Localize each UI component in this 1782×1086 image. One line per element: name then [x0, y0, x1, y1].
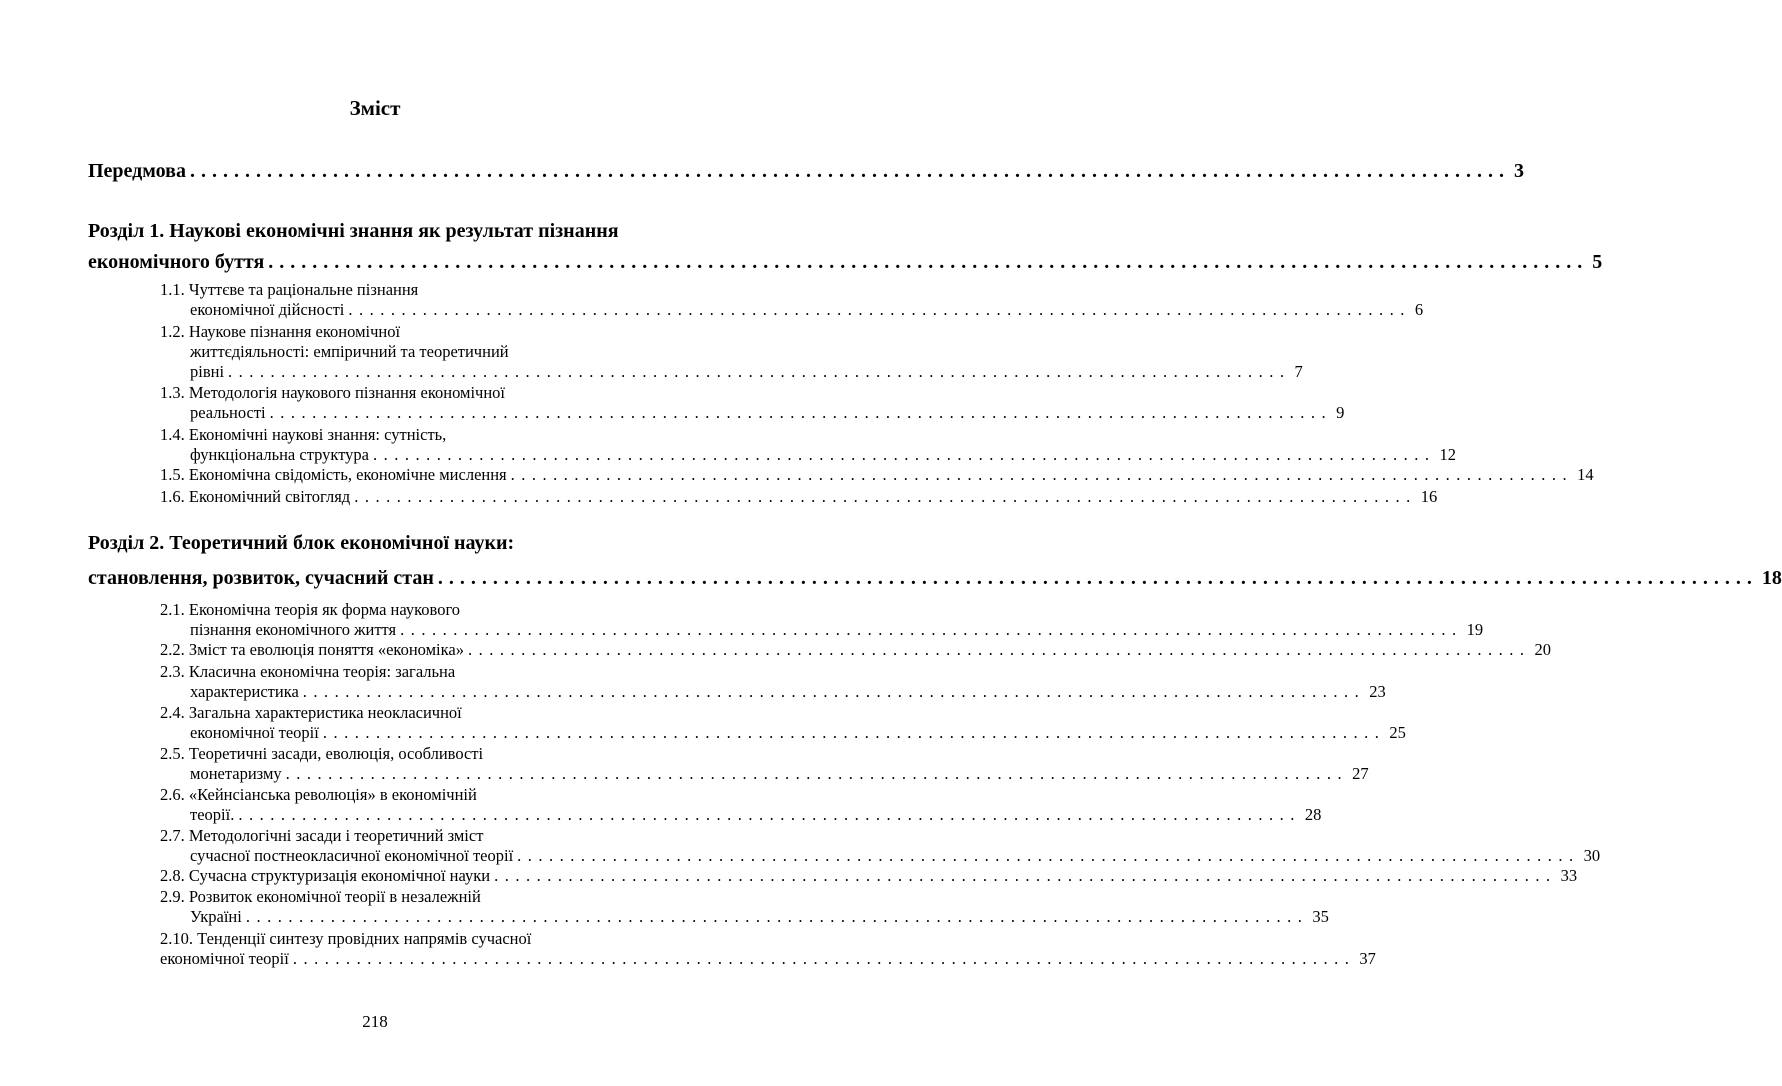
section-1-title-line1: Розділ 1. Наукові економічні знання як результат пізнання [88, 220, 619, 242]
item-number: 2.5. [160, 744, 185, 763]
item-number: 2.2. [160, 640, 185, 659]
dot-leader: .................................................................................................... [292, 949, 1356, 968]
item-title-cont: Україні [190, 907, 242, 926]
item-page: 7 [1294, 362, 1303, 381]
toc-item-2-3[interactable] [160, 662, 1386, 702]
dot-leader: .................................................................................................... [269, 403, 1333, 422]
toc-item-2-7[interactable] [160, 826, 1601, 866]
item-number: 1.5. [160, 465, 185, 484]
item-number: 2.1. [160, 600, 185, 619]
item-number: 1.3. [160, 383, 185, 402]
item-page: 6 [1414, 300, 1424, 319]
dot-leader: .................................................................................................... [238, 805, 1301, 824]
item-page: 28 [1304, 805, 1322, 824]
dot-leader: ........................................................................................................................ [189, 160, 1510, 182]
item-number: 1.4. [160, 425, 185, 444]
item-number: 2.8. [160, 866, 185, 885]
item-page: 19 [1466, 620, 1484, 639]
item-number: 1.2. [160, 322, 185, 341]
page-number: 218 [362, 1012, 388, 1031]
dot-leader: .................................................................................................... [245, 907, 1309, 926]
section-2-page: 18 [1761, 567, 1782, 589]
dot-leader: .................................................................................................... [228, 362, 1291, 381]
foreword-title: Передмова [88, 160, 186, 182]
item-number: 1.6. [160, 487, 185, 506]
item-title-cont: економічної дійсності [190, 300, 345, 319]
item-title-cont: рівні [190, 362, 225, 381]
item-title: Зміст та еволюція поняття «економіка» [188, 640, 464, 659]
dot-leader: .................................................................................................... [285, 764, 1349, 783]
item-title: Економічна теорія як форма наукового [188, 600, 461, 619]
item-title-cont: теорії. [190, 805, 235, 824]
item-title: Економічні наукові знання: сутність, [188, 425, 447, 444]
item-title-cont: характеристика [190, 682, 299, 701]
toc-item-2-5[interactable] [160, 744, 1369, 784]
section-1-page: 5 [1592, 251, 1603, 273]
dot-leader: .................................................................................................... [373, 445, 1436, 464]
toc-item-2-1[interactable] [160, 600, 1484, 640]
dot-leader: .................................................................................................... [302, 682, 1366, 701]
item-title: Розвиток економічної теорії в незалежній [188, 887, 481, 906]
item-page: 20 [1534, 640, 1551, 659]
item-title: Загальна характеристика неокласичної [188, 703, 462, 722]
item-page: 27 [1352, 764, 1369, 783]
item-title-cont: життєдіяльності: емпіричний та теоретичний [190, 342, 509, 361]
dot-leader: .................................................................................................... [400, 620, 1463, 639]
item-number: 2.6. [160, 785, 185, 804]
item-title: Економічна свідомість, економічне мислення [188, 465, 507, 484]
toc-item-2-8[interactable] [160, 866, 1578, 886]
dot-leader: .................................................................................................... [322, 723, 1386, 742]
item-number: 2.4. [160, 703, 185, 722]
item-page: 35 [1312, 907, 1329, 926]
item-title-cont: реальності [190, 403, 266, 422]
toc-section-1[interactable] [88, 220, 1603, 274]
item-page: 9 [1336, 403, 1345, 422]
item-number: 1.1. [160, 280, 185, 299]
item-title: Класична економічна теорія: загальна [188, 662, 456, 681]
toc-item-2-10[interactable] [160, 929, 1376, 969]
dot-leader: .................................................................................................... [517, 846, 1580, 865]
item-page: 30 [1583, 846, 1601, 865]
item-page: 12 [1439, 445, 1457, 464]
item-title-cont: сучасної постнеокласичної економічної теорії [190, 846, 514, 865]
item-title-cont: функціональна структура [190, 445, 370, 464]
item-title: Економічний світогляд [188, 487, 351, 506]
item-title: «Кейнсіанська революція» в економічній [188, 785, 477, 804]
dot-leader: .................................................................................................... [467, 640, 1531, 659]
item-number: 2.3. [160, 662, 185, 681]
item-title: Чуттєве та раціональне пізнання [188, 280, 419, 299]
item-number: 2.9. [160, 887, 185, 906]
item-title: Тенденції синтезу провідних напрямів сучасної [197, 929, 532, 948]
section-2-title-line2: становлення, розвиток, сучасний стан [88, 567, 434, 589]
item-title: Методологія наукового пізнання економічної [188, 383, 506, 402]
toc-item-1-4[interactable] [160, 425, 1457, 465]
dot-leader: .................................................................................................... [354, 487, 1417, 506]
item-title: Теоретичні засади, еволюція, особливості [188, 744, 484, 763]
item-page: 23 [1369, 682, 1386, 701]
item-page: 25 [1389, 723, 1406, 742]
toc-item-1-2[interactable] [160, 322, 1303, 382]
item-title-cont: економічної теорії [190, 723, 319, 742]
toc-item-2-6[interactable] [160, 785, 1322, 825]
toc-heading: Зміст [349, 96, 401, 120]
toc-item-1-6[interactable] [160, 487, 1438, 507]
item-title-cont: монетаризму [190, 764, 282, 783]
toc-section-2[interactable] [88, 532, 1782, 590]
item-page: 37 [1359, 949, 1376, 968]
item-page: 33 [1560, 866, 1578, 885]
toc-item-2-9[interactable] [160, 887, 1329, 927]
dot-leader: .................................................................................................... [494, 866, 1557, 885]
dot-leader: .................................................................................................... [510, 465, 1574, 484]
toc-item-1-1[interactable] [160, 280, 1424, 320]
item-title: Наукове пізнання економічної [188, 322, 401, 341]
item-title: Методологічні засади і теоретичний зміст [188, 826, 484, 845]
toc-entry-foreword[interactable] [88, 160, 1524, 183]
dot-leader: ........................................................................................................................ [437, 567, 1758, 589]
item-title-cont: економічної теорії [160, 949, 289, 968]
foreword-page: 3 [1513, 160, 1524, 182]
toc-item-1-5[interactable] [160, 465, 1594, 485]
item-number: 2.7. [160, 826, 185, 845]
section-2-title-line1: Розділ 2. Теоретичний блок економічної науки: [88, 532, 515, 554]
dot-leader: .................................................................................................... [348, 300, 1411, 319]
item-page: 14 [1577, 465, 1594, 484]
toc-item-2-2[interactable] [160, 640, 1551, 660]
dot-leader: ........................................................................................................................ [268, 251, 1589, 273]
section-1-title-line2: економічного буття [88, 251, 265, 273]
item-title: Сучасна структуризація економічної науки [188, 866, 491, 885]
item-page: 16 [1420, 487, 1438, 506]
item-number: 2.10. [160, 929, 193, 948]
toc-item-2-4[interactable] [160, 703, 1406, 743]
item-title-cont: пізнання економічного життя [190, 620, 397, 639]
toc-item-1-3[interactable] [160, 383, 1345, 423]
